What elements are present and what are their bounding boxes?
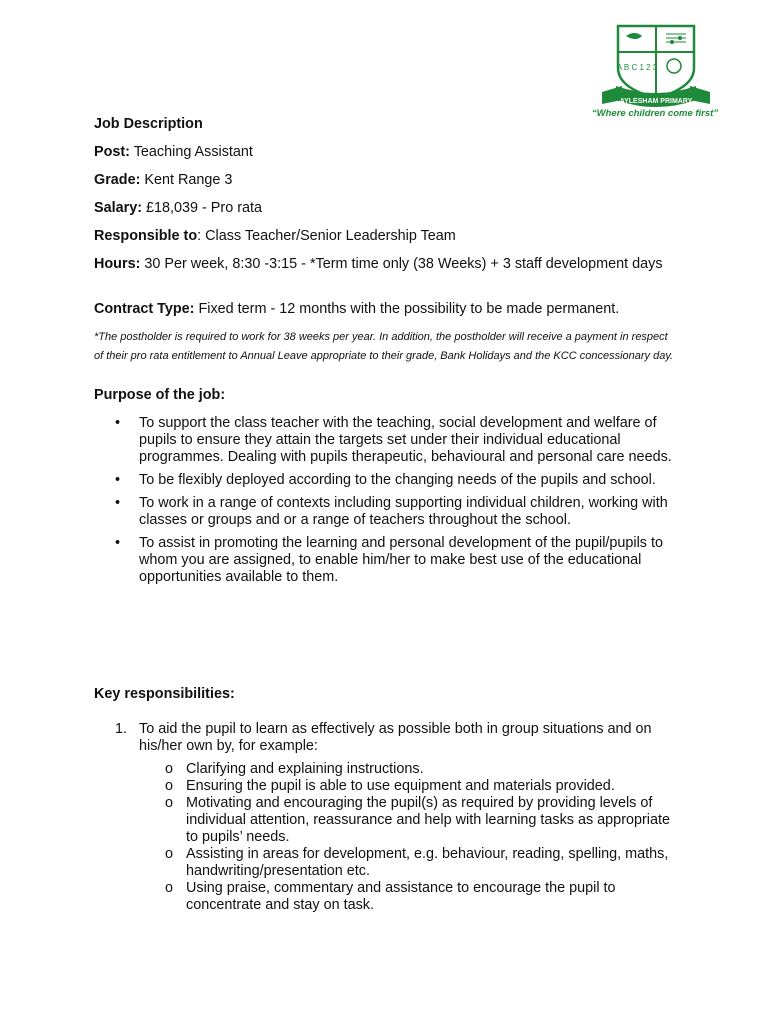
list-item: o Ensuring the pupil is able to use equipment and materials provided. (165, 778, 615, 794)
bullet-icon: • (115, 535, 121, 551)
list-item: • To work in a range of contexts including supporting individual children, working with classes or groups and or a range of teachers throughout the school. (115, 495, 668, 528)
item-number: 1. (115, 721, 128, 737)
circle-bullet-icon: o (165, 761, 174, 777)
bullet-icon: • (115, 472, 121, 488)
purpose-heading: Purpose of the job: (94, 387, 226, 403)
list-item: • To support the class teacher with the teaching, social development and welfare of pupils to ensure they attain the targets set under their individual educational programmes. Dealing with pupils therapeutic, behavioural and personal care needs. (115, 415, 672, 465)
list-item: • To be flexibly deployed according to the changing needs of the pupils and school. (115, 472, 656, 488)
crest-letters: A B C 1 2 3 (616, 63, 658, 72)
salary-field: Salary: £18,039 - Pro rata (94, 200, 262, 216)
grade-field: Grade: Kent Range 3 (94, 172, 233, 188)
post-field: Post: Teaching Assistant (94, 144, 253, 160)
circle-bullet-icon: o (165, 846, 174, 862)
responsibility-item-1 (94, 721, 684, 755)
purpose-list (94, 415, 684, 586)
school-motto: “Where children come first” (591, 108, 719, 119)
circle-bullet-icon: o (165, 880, 174, 896)
school-crest-logo (596, 20, 716, 116)
circle-bullet-icon: o (165, 795, 174, 811)
list-item: o Assisting in areas for development, e.g. behaviour, reading, spelling, maths, handwriting/presentation etc. (165, 846, 669, 879)
responsibility-text: To aid the pupil to learn as effectively as possible both in group situations and on his/her own by, for example: (139, 721, 652, 754)
document-title: Job Description (94, 116, 203, 132)
list-item: o Motivating and encouraging the pupil(s) as required by providing levels of individual attention, reassurance and help with learning tasks as appropriate to pupils’ needs. (165, 795, 670, 845)
list-item: o Clarifying and explaining instructions. (165, 761, 424, 777)
circle-bullet-icon: o (165, 778, 174, 794)
key-responsibilities-heading: Key responsibilities: (94, 686, 235, 702)
bullet-icon: • (115, 495, 121, 511)
list-item: o Using praise, commentary and assistance to encourage the pupil to concentrate and stay on task. (165, 880, 616, 913)
hours-field: Hours: 30 Per week, 8:30 -3:15 - *Term time only (38 Weeks) + 3 staff development days (94, 256, 663, 272)
crest-banner-text: AYLESHAM PRIMARY (619, 98, 693, 105)
postholder-note: *The postholder is required to work for 38 weeks per year. In addition, the postholder will receive a payment in respect of their pro rata entitlement to Annual Leave appropriate to their grade, Bank Holidays and the KCC concessionary day. (94, 331, 674, 362)
responsibility-sublist (94, 761, 684, 914)
contract-type-field: Contract Type: Fixed term - 12 months with the possibility to be made permanent. (94, 301, 620, 317)
bullet-icon: • (115, 415, 121, 431)
responsible-to-field: Responsible to: Class Teacher/Senior Leadership Team (94, 228, 456, 244)
list-item: • To assist in promoting the learning and personal development of the pupil/pupils to whom you are assigned, to enable him/her to make best use of the educational opportunities available to them. (115, 535, 663, 585)
